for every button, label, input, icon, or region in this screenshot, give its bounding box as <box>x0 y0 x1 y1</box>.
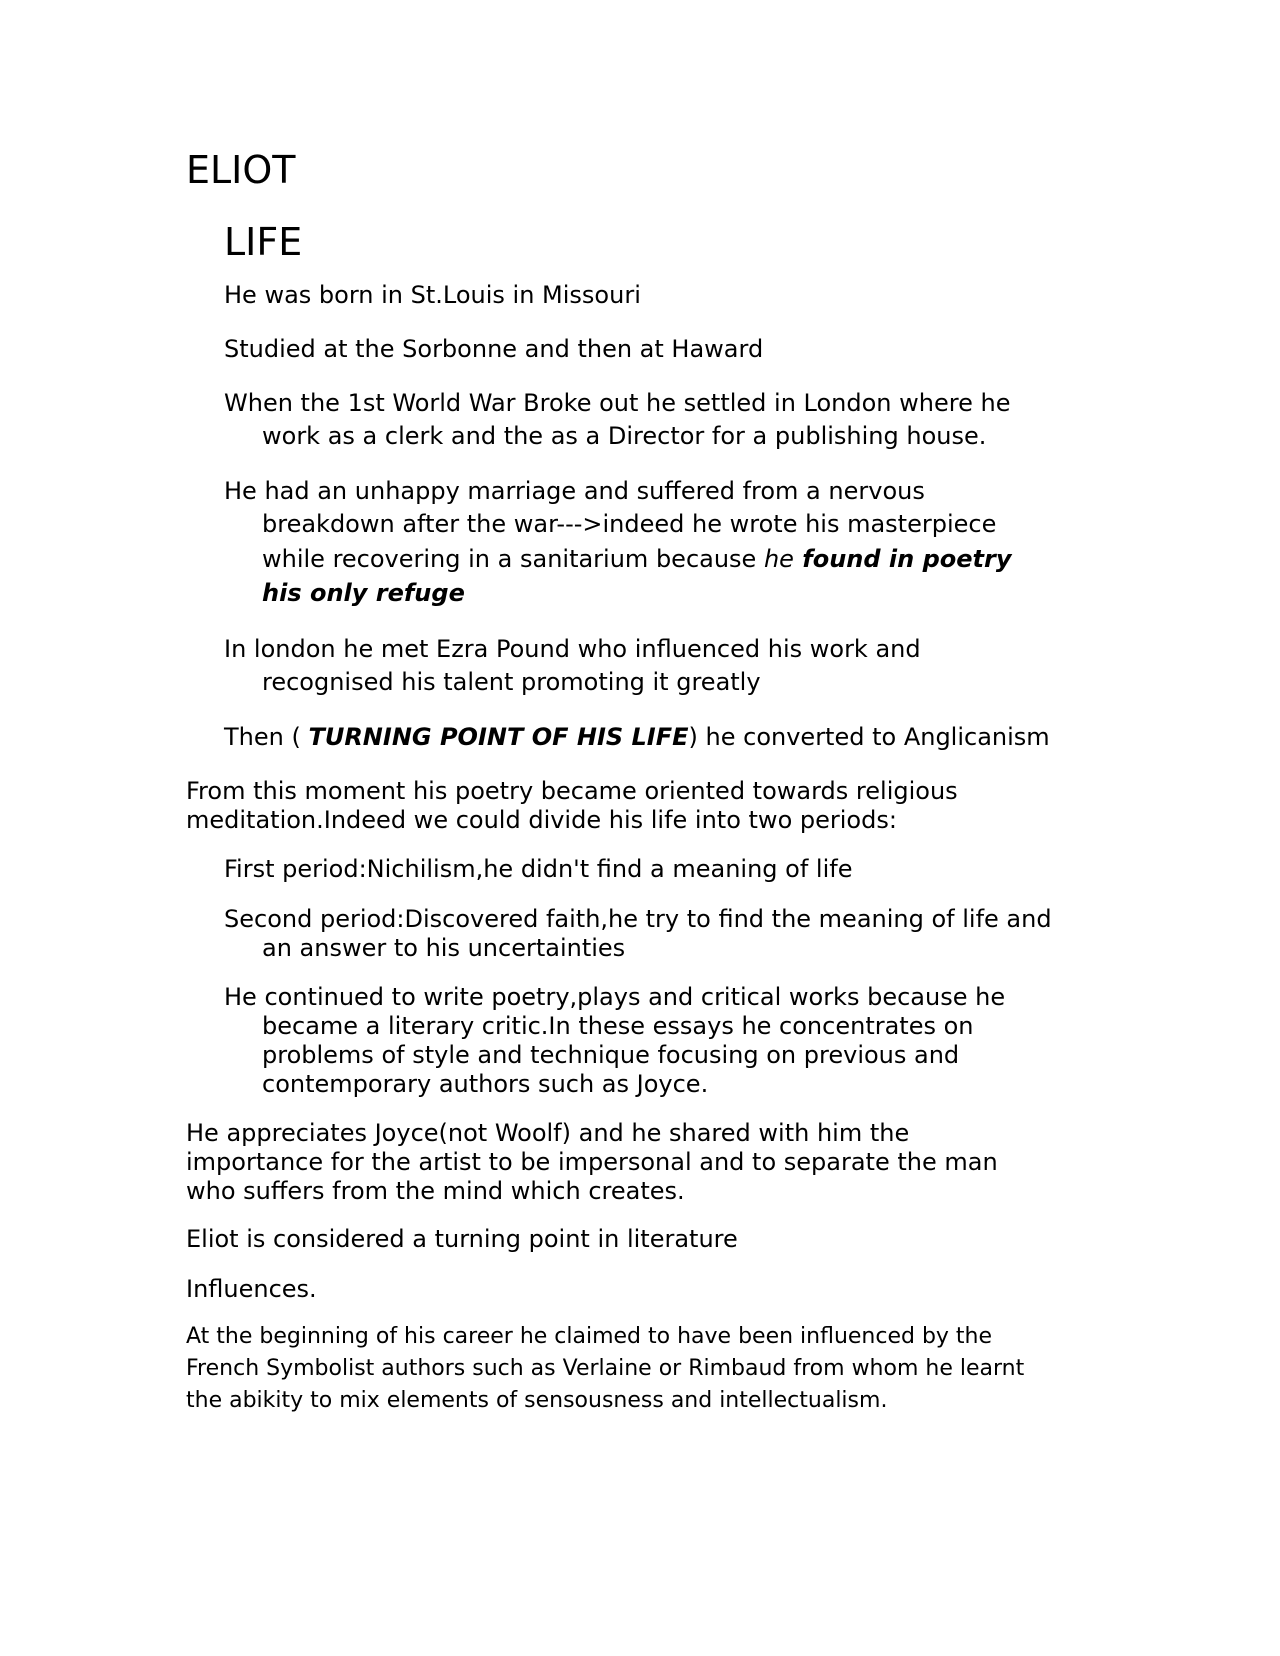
paragraph-london <box>224 387 1010 453</box>
paragraph-line: importance for the artist to be impersonal and to separate the man <box>186 1148 998 1176</box>
paragraph-joyce <box>186 1119 998 1206</box>
paragraph-marriage <box>224 475 1012 610</box>
paragraph-line: French Symbolist authors such as Verlaine or Rimbaud from whom he learnt <box>186 1356 1025 1381</box>
paragraph-text: He was born in St.Louis in Missouri <box>224 281 641 309</box>
paragraph-text: Eliot is considered a turning point in literature <box>186 1225 738 1253</box>
paragraph-line: contemporary authors such as Joyce. <box>262 1070 709 1098</box>
paragraph-critical-works <box>224 983 1005 1099</box>
paragraph-influences-heading <box>186 1275 317 1304</box>
line-text: while recovering in a sanitarium because <box>262 545 764 573</box>
paragraph-influences <box>186 1321 1024 1417</box>
paragraph-line: work as a clerk and the as a Director for a publishing house. <box>262 422 987 450</box>
paragraph-birth <box>224 279 641 312</box>
bold-italic-text: found in poetry <box>793 545 1012 573</box>
paragraph-line: Second period:Discovered faith,he try to find the meaning of life and <box>224 905 1052 933</box>
paragraph-line: He appreciates Joyce(not Woolf) and he shared with him the <box>186 1119 910 1147</box>
document-title: ELIOT <box>186 148 296 192</box>
paragraph-conversion <box>224 721 1050 754</box>
paragraph-line: At the beginning of his career he claimed to have been influenced by the <box>186 1324 993 1349</box>
paragraph-line: recognised his talent promoting it greatly <box>262 668 761 696</box>
paragraph-line: breakdown after the war--->indeed he wrote his masterpiece <box>262 510 997 538</box>
paragraph-second-period <box>224 905 1052 963</box>
paragraph-religious-meditation <box>186 777 958 835</box>
paragraph-line: meditation.Indeed we could divide his life into two periods: <box>186 806 897 834</box>
paragraph-line: became a literary critic.In these essays he concentrates on <box>262 1012 974 1040</box>
paragraph-text: Studied at the Sorbonne and then at Haward <box>224 335 764 363</box>
paragraph-line: He continued to write poetry,plays and critical works because he <box>224 983 1006 1011</box>
section-heading-life: LIFE <box>224 220 303 264</box>
paragraph-line: problems of style and technique focusing on previous and <box>262 1041 960 1069</box>
paragraph-ezra-pound <box>224 633 921 699</box>
paragraph-text: Influences. <box>186 1275 317 1303</box>
paragraph-line: an answer to his uncertainties <box>262 934 626 962</box>
paragraph-line: From this moment his poetry became oriented towards religious <box>186 777 958 805</box>
paragraph-line: the abikity to mix elements of sensousness and intellectualism. <box>186 1388 888 1413</box>
bold-italic-text: TURNING POINT OF HIS LIFE <box>308 723 689 751</box>
paragraph-turning-point <box>186 1225 738 1254</box>
paragraph-line: In london he met Ezra Pound who influenced his work and <box>224 635 921 663</box>
paragraph-line: When the 1st World War Broke out he settled in London where he <box>224 389 1011 417</box>
paragraph-line <box>224 541 1012 577</box>
paragraph-first-period <box>224 855 852 884</box>
paragraph-text: First period:Nichilism,he didn't find a meaning of life <box>224 855 853 883</box>
paragraph-line: He had an unhappy marriage and suffered from a nervous <box>224 477 925 505</box>
italic-text: he <box>763 545 794 573</box>
paragraph-line: who suffers from the mind which creates. <box>186 1177 685 1205</box>
line-text: Then ( <box>224 723 309 751</box>
bold-italic-text: his only refuge <box>262 579 465 607</box>
line-text: ) he converted to Anglicanism <box>688 723 1050 751</box>
paragraph-studies <box>224 333 763 366</box>
